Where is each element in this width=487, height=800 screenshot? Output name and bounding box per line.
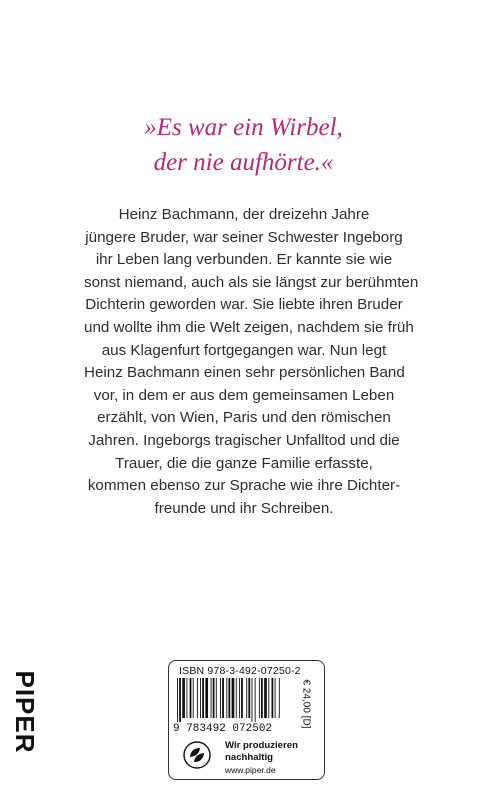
barcode-bar [179,678,181,722]
quote-line-1: »Es war ein Wirbel, [144,114,343,141]
barcode-bar [272,678,274,718]
barcode-bar [202,678,204,718]
barcode-panel [168,660,325,780]
svg-text:PIPER: PIPER [10,670,40,754]
barcode-bar [200,678,201,718]
barcode-bar [213,678,215,718]
blurb-line: und wollte ihm die Welt zeigen, nachdem sie früh [84,318,414,336]
publisher-website: www.piper.de [225,765,276,775]
blurb-line: Heinz Bachmann, der dreizehn Jahre [118,206,370,223]
barcode-bar [239,678,240,718]
eco-line: Wir produzieren [225,740,298,751]
isbn-label: ISBN 978-3-492-07250-2 [179,665,301,677]
barcode-bar [228,678,230,718]
barcode-bar [220,678,221,718]
barcode-bar [279,678,280,718]
quote-line-2: der nie aufhörte.« [153,149,334,176]
barcode-bar [236,678,237,718]
barcode-bars [175,678,283,722]
blurb-line: jüngere Bruder, war seiner Schwester Ingeborg [85,228,403,246]
barcode-bar [259,678,260,718]
barcode-bar [261,678,263,718]
barcode-bar [246,678,247,718]
recycle-leaf-icon [183,741,211,769]
blurb-line: Heinz Bachmann einen sehr persönlichen Band [84,364,405,382]
barcode-bar [226,678,227,718]
book-blurb [84,204,419,520]
barcode-bar [255,678,256,722]
cover-quote [0,110,487,180]
barcode-bar [252,678,253,722]
barcode-bar [216,678,217,718]
blurb-line: kommen ebenso zur Sprache wie ihre Dichter- [87,477,401,495]
eco-line: nachhaltig [225,751,273,763]
blurb-line: Jahren. Ingeborgs tragischer Unfalltod und die [88,431,400,449]
blurb-line: sonst niemand, auch als sie längst zur berühmten [84,273,419,291]
barcode-bar [268,678,269,718]
barcode-bar [211,678,212,718]
blurb-line: Dichterin geworden war. Sie liebte ihren Bruder [85,296,403,314]
barcode-bar [186,678,187,718]
blurb-line: aus Klagenfurt fortgegangen war. Nun legt [101,341,387,359]
eco-slogan [225,740,298,763]
barcode-bar [264,678,267,718]
price-label: € 24,00 [D] [300,679,312,729]
blurb-line: erzählt, von Wien, Paris und den römischen [97,409,391,427]
barcode-bar [232,678,235,718]
barcode-bar [248,678,250,718]
barcode-bar [222,678,224,718]
barcode-bar [190,678,192,718]
blurb-line: freunde und ihr Schreiben. [154,499,334,517]
ean-digits: 9 783492 072502 [173,723,273,735]
price-label-box [293,669,319,739]
barcode-bar [205,678,208,718]
barcode-bar [177,678,178,722]
blurb-line: ihr Leben lang verbunden. Er kannte sie wie [95,251,393,269]
barcode-bar [193,678,194,718]
barcode-bar [275,678,276,718]
blurb-line: Trauer, die die ganze Familie erfasste, [115,454,373,472]
barcode-bar [182,678,185,718]
blurb-line: vor, in dem er aus dem gemeinsamen Leben [93,386,395,404]
barcode-bar [241,678,243,718]
piper-logo-icon [6,664,44,760]
barcode-bar [197,678,198,718]
